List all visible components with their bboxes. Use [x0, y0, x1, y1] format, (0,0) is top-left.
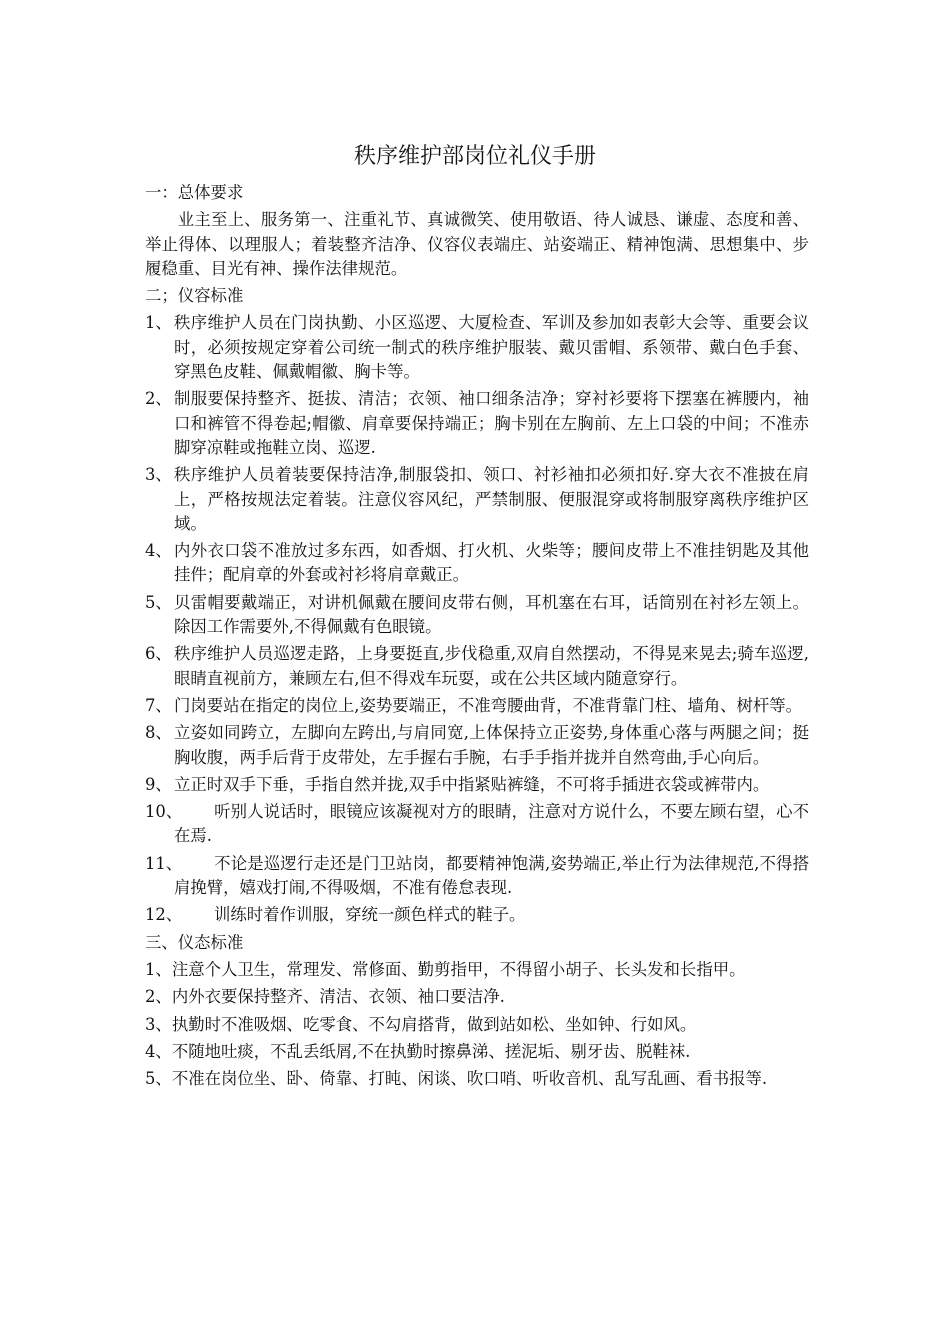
list-item-text: 秩序维护人员着装要保持洁净,制服袋扣、领口、衬衫袖扣必须扣好.穿大衣不准披在肩上，严格按规法定着装。注意仪容风纪，严禁制服、便服混穿或将制服穿离秩序维护区域。	[174, 465, 809, 533]
list-item-text: 秩序维护人员在门岗执勤、小区巡逻、大厦检查、军训及参加如表彰大会等、重要会议时，必须按规定穿着公司统一制式的秩序维护服装、戴贝雷帽、系领带、戴白色手套、穿黑色皮鞋、佩戴帽徽、胸卡等。	[174, 313, 809, 382]
list-item	[145, 852, 809, 901]
list-item-number: 11、	[145, 853, 183, 873]
document-title: 秩序维护部岗位礼仪手册	[353, 144, 596, 169]
list-item	[145, 903, 809, 927]
list-item	[145, 463, 809, 536]
list-item-number: 8、	[145, 723, 172, 743]
list-item-text: 训练时着作训服，穿统一颜色样式的鞋子。	[214, 905, 526, 925]
list-item	[145, 773, 809, 797]
list-item	[145, 642, 809, 691]
list-item	[145, 591, 809, 640]
section-heading-demeanor: 三、仪态标准	[145, 932, 244, 952]
list-item	[145, 387, 809, 460]
list-item-number: 3、	[145, 465, 172, 485]
list-item: 5、不准在岗位坐、卧、倚靠、打盹、闲谈、吹口哨、听收音机、乱写乱画、看书报等.	[145, 1069, 768, 1089]
list-item-number: 12、	[145, 905, 183, 925]
list-item: 3、执勤时不准吸烟、吃零食、不勾肩搭背，做到站如松、坐如钟、行如风。	[145, 1014, 697, 1034]
list-item: 4、不随地吐痰，不乱丢纸屑,不在执勤时擦鼻涕、搓泥垢、剔牙齿、脱鞋袜.	[145, 1041, 691, 1061]
document-body	[145, 181, 809, 1094]
list-item	[145, 539, 809, 588]
list-item-number: 5、	[145, 592, 172, 612]
list-item	[145, 694, 809, 718]
list-item-text: 门岗要站在指定的岗位上,姿势要端正，不准弯腰曲背，不准背靠门柱、墙角、树杆等。	[174, 695, 803, 715]
list-item	[145, 800, 809, 849]
list-item-number: 10、	[145, 802, 183, 822]
section-heading-appearance: 二；仪容标准	[145, 286, 244, 306]
list-item-text: 贝雷帽要戴端正，对讲机佩戴在腰间皮带右侧，耳机塞在右耳，话筒别在衬衫左领上。除因工作需要外,不得佩戴有色眼镜。	[174, 592, 809, 637]
list-item: 1、注意个人卫生，常理发、常修面、勤剪指甲，不得留小胡子、长头发和长指甲。	[145, 959, 746, 979]
list-item-text: 不论是巡逻行走还是门卫站岗，都要精神饱满,姿势端正,举止行为法律规范,不得搭肩挽臂，嬉戏打闹,不得吸烟，不准有倦怠表现.	[174, 853, 809, 898]
section-heading-general: 一：总体要求	[145, 183, 244, 202]
list-item-number: 1、	[145, 313, 172, 333]
general-requirements-paragraph: 业主至上、服务第一、注重礼节、真诚微笑、使用敬语、待人诚恳、谦虚、态度和善、举止得体、以理服人；着装整齐洁净、仪容仪表端庄、站姿端正、精神饱满、思想集中、步履稳重、目光有神、操作法律规范。	[145, 210, 809, 278]
list-item-text: 内外衣口袋不准放过多东西，如香烟、打火机、火柴等；腰间皮带上不准挂钥匙及其他挂件；配肩章的外套或衬衫将肩章戴正。	[174, 541, 809, 585]
list-item	[145, 721, 809, 770]
list-item-number: 7、	[145, 695, 172, 715]
list-item-number: 2、	[145, 389, 172, 409]
list-item-number: 6、	[145, 644, 172, 664]
list-item-text: 立正时双手下垂，手指自然并拢,双手中指紧贴裤缝，不可将手插进衣袋或裤带内。	[174, 774, 770, 794]
list-item: 2、内外衣要保持整齐、清洁、衣领、袖口要洁净.	[145, 987, 505, 1007]
list-item-number: 4、	[145, 541, 172, 561]
list-item	[145, 311, 809, 384]
list-item-text: 听别人说话时，眼镜应该凝视对方的眼睛，注意对方说什么，不要左顾右望，心不在焉.	[174, 802, 809, 846]
list-item-text: 秩序维护人员巡逻走路，上身要挺直,步伐稳重,双肩自然摆动，不得晃来晃去;骑车巡逻,眼睛直视前方，兼顾左右,但不得戏车玩耍，或在公共区域内随意穿行。	[174, 644, 809, 688]
list-item-text: 制服要保持整齐、挺拔、清洁；衣领、袖口细条洁净；穿衬衫要将下摆塞在裤腰内，袖口和裤管不得卷起;帽徽、肩章要保持端正；胸卡别在左胸前、左上口袋的中间；不准赤脚穿凉鞋或拖鞋立岗、巡逻.	[174, 389, 809, 457]
list-item-text: 立姿如同跨立，左脚向左跨出,与肩同宽,上体保持立正姿势,身体重心落与两腿之间；挺胸收腹，两手后背于皮带处，左手握右手腕，右手手指并拢并自然弯曲,手心向后。	[174, 723, 809, 767]
list-item-number: 9、	[145, 774, 172, 794]
